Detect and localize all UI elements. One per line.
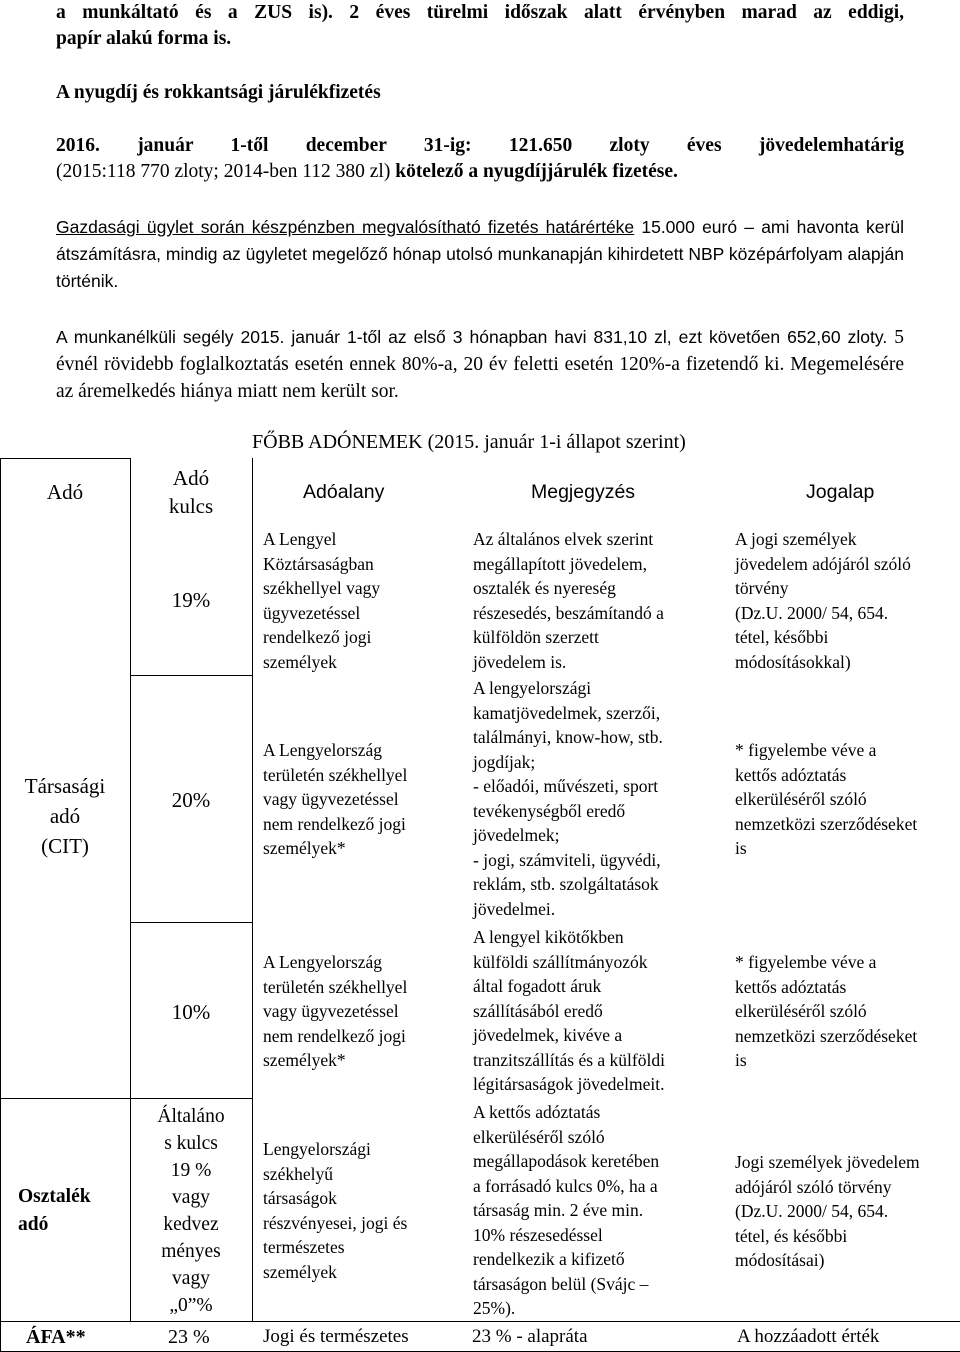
cit-name (0, 771, 130, 861)
text-line: kamatjövedelmek, szerzői, (473, 702, 661, 723)
text-line: elkerüléséről szóló (735, 789, 867, 809)
dividend-rate (130, 1103, 252, 1319)
text-line: által fogadott áruk (473, 976, 602, 996)
vat-name: ÁFA** (26, 1326, 86, 1348)
text-line: kettős adóztatás (735, 764, 847, 785)
text-line: jövedelmei. (473, 898, 556, 919)
text-line: „0”% (169, 1295, 213, 1316)
text-line: elkerüléséről szóló (735, 1001, 867, 1021)
text-line: adójáról szóló törvény (735, 1176, 892, 1197)
text-line: a forrásadó kulcs 0%, ha a (473, 1175, 658, 1196)
text-line: tétel, későbbi (735, 627, 829, 647)
text-line: A Lengyelország (263, 952, 383, 972)
text-line: nem rendelkező jogi (263, 1025, 406, 1046)
text-line: részesedés, beszámítandó a (473, 602, 664, 623)
text-line: jövedelmek; (473, 825, 560, 845)
text-line: 19 % (170, 1160, 212, 1181)
text-line: ményes (161, 1241, 221, 1262)
text-line: személyek (263, 1261, 337, 1282)
text-line: jövedelem is. (473, 651, 567, 672)
text-line: személyek (263, 651, 337, 672)
table-border-top (0, 458, 130, 459)
text-line: módosításokkal) (735, 651, 851, 672)
intro-line-2: papír alakú forma is. (56, 28, 232, 49)
text-line: - előadói, művészeti, sport (473, 776, 659, 796)
header-legal: Jogalap (806, 481, 875, 503)
dividend-legal (735, 1150, 920, 1273)
text-line: vagy (172, 1268, 210, 1289)
header-rate-line-2: kulcs (168, 494, 214, 518)
text-line: külföldön szerzett (473, 627, 599, 647)
unemployment-rules-text: 5 évnél rövidebb foglalkoztatás esetén ennek 80%-a, 20 év feletti esetén 120%-a fizetendő ki. Megemelésére az áremelkedés hiánya miatt nem került sor. (56, 327, 904, 402)
text-line: A Lengyelország (263, 740, 383, 760)
text-line: nemzetközi szerződéseket (735, 1025, 918, 1046)
text-line: tranzitszállítás és a külföldi (473, 1049, 665, 1070)
cash-limit-text: 15.000 euró – ami havonta kerül átszámításra, mindig az ügyletet megelőző hónap utolsó munkanapján kihirdetett NBP középárfolyam alapján történik. (56, 217, 904, 291)
text-line: elkerüléséről szóló (473, 1126, 605, 1147)
cit-rate-19: 19% (171, 588, 211, 612)
vat-subject: Jogi és természetes (263, 1326, 409, 1347)
text-line: területén székhellyel (263, 976, 408, 997)
text-line: Jogi személyek jövedelem (735, 1152, 920, 1172)
cit-name-line-3: (CIT) (41, 834, 89, 858)
text-line: (Dz.U. 2000/ 54, 654. (735, 1201, 889, 1221)
header-subject: Adóalany (303, 481, 385, 503)
cit-name-line-1: Társasági (24, 774, 106, 798)
table-border-vat (0, 1321, 960, 1322)
cit-rate-20: 20% (171, 788, 211, 812)
header-rate-line-1: Adó (172, 466, 210, 490)
vat-note: 23 % - alapráta (472, 1326, 588, 1347)
cit-10-legal (735, 950, 917, 1073)
header-note: Megjegyzés (531, 481, 636, 503)
pension-line-1: 2016. január 1-től december 31-ig: 121.650 zloty éves jövedelemhatárig (56, 135, 904, 156)
cit-20-note (473, 676, 663, 921)
text-line: jövedelmek, kivéve a (473, 1025, 623, 1045)
text-line: Köztársaságban (263, 553, 374, 574)
text-line: vagy ügyvezetéssel (263, 789, 399, 809)
text-line: osztalék és nyereség (473, 578, 616, 598)
dividend-name (18, 1183, 91, 1239)
text-line: kettős adóztatás (735, 976, 847, 997)
cit-19-subject (263, 527, 380, 674)
pension-heading: A nyugdíj és rokkantsági járulékfizetés (56, 82, 381, 103)
table-divider-2 (252, 458, 253, 1322)
cash-limit-label: Gazdasági ügylet során készpénzben megvalósítható fizetés határértéke (56, 217, 635, 237)
cit-10-subject (263, 950, 407, 1073)
dividend-subject (263, 1137, 407, 1284)
text-line: kedvez (163, 1214, 219, 1235)
text-line: személyek* (263, 1050, 346, 1070)
cit-20-legal (735, 738, 917, 861)
vat-rate: 23 % (168, 1326, 210, 1348)
text-line: törvény (735, 578, 789, 598)
table-row-divider-20 (130, 675, 252, 676)
text-line: szállításából eredő (473, 1000, 603, 1021)
text-line: vagy ügyvezetéssel (263, 1001, 399, 1021)
text-line: rendelkezik a kifizető (473, 1249, 625, 1269)
text-line: légitársaságok jövedelmeit. (473, 1074, 665, 1094)
text-line: - jogi, számviteli, ügyvédi, (473, 849, 661, 870)
text-line: megállapított jövedelem, (473, 553, 647, 574)
text-line: jövedelem adójáról szóló (735, 553, 911, 574)
text-line: megállapodások keretében (473, 1151, 660, 1171)
intro-line-1: a munkáltató és a ZUS is). 2 éves türelmi időszak alatt érvényben marad az eddigi, (56, 2, 904, 23)
text-line: vagy (172, 1187, 210, 1208)
text-line: 10% részesedéssel (473, 1224, 603, 1245)
text-line: is (735, 1050, 747, 1070)
header-rate (130, 464, 252, 520)
text-line: A jogi személyek (735, 529, 857, 549)
unemployment-benefit-text: A munkanélküli segély 2015. január 1-től az első 3 hónapban havi 831,10 zl, ezt követően 652,60 zloty. (56, 327, 888, 347)
text-line: reklám, stb. szolgáltatások (473, 874, 659, 894)
text-line: jogdíjak; (473, 751, 536, 772)
text-line: székhelyű (263, 1163, 333, 1184)
text-line: * figyelembe véve a (735, 952, 877, 972)
dividend-name-line-2: adó (18, 1214, 49, 1235)
text-line: rendelkező jogi (263, 627, 372, 647)
text-line: (Dz.U. 2000/ 54, 654. (735, 602, 889, 623)
text-line: tevékenységből eredő (473, 800, 626, 821)
text-line: ügyvezetéssel (263, 602, 361, 623)
cit-name-line-2: adó (49, 804, 81, 828)
pension-mandatory: kötelező a nyugdíjjárulék fizetése. (395, 161, 678, 182)
text-line: A lengyelországi (473, 678, 592, 698)
text-line: társaság min. 2 éve min. (473, 1200, 644, 1220)
text-line: nem rendelkező jogi (263, 813, 406, 834)
text-line: természetes (263, 1237, 345, 1257)
text-line: A Lengyel (263, 529, 337, 549)
text-line: A kettős adóztatás (473, 1102, 601, 1122)
text-line: területén székhellyel (263, 764, 408, 785)
cit-10-note (473, 925, 665, 1097)
text-line: nemzetközi szerződéseket (735, 813, 918, 834)
text-line: társaságok (263, 1188, 337, 1208)
text-line: társaságon belül (Svájc – (473, 1273, 649, 1294)
text-line: s kulcs (164, 1133, 218, 1154)
text-line: külföldi szállítmányozók (473, 951, 648, 972)
table-row-divider-10 (130, 922, 252, 923)
table-row-divider-dividend (0, 1098, 130, 1099)
table-row-divider-rate-dividend (130, 1098, 252, 1099)
dividend-note (473, 1100, 659, 1321)
table-title: FŐBB ADÓNEMEK (2015. január 1-i állapot szerint) (252, 431, 686, 453)
text-line: tétel, és későbbi (735, 1225, 848, 1246)
dividend-name-line-1: Osztalék (18, 1186, 91, 1207)
text-line: A lengyel kikötőkben (473, 927, 624, 947)
text-line: Lengyelországi (263, 1139, 371, 1159)
header-tax: Adó (46, 480, 84, 504)
pension-years: (2015:118 770 zloty; 2014-ben 112 380 zl) (56, 161, 391, 182)
text-line: módosításai) (735, 1250, 825, 1270)
text-line: Az általános elvek szerint (473, 529, 654, 549)
text-line: Általáno (157, 1106, 225, 1127)
text-line: találmányi, know-how, stb. (473, 727, 663, 747)
text-line: is (735, 838, 747, 858)
vat-legal: A hozzáadott érték (737, 1326, 880, 1347)
text-line: személyek* (263, 838, 346, 858)
cit-20-subject (263, 738, 407, 861)
cit-19-legal (735, 527, 911, 674)
cit-rate-10: 10% (171, 1000, 211, 1024)
text-line: * figyelembe véve a (735, 740, 877, 760)
text-line: 25%). (473, 1298, 516, 1318)
text-line: székhellyel vagy (263, 578, 381, 598)
table-border-left (0, 458, 1, 1352)
text-line: részvényesei, jogi és (263, 1212, 408, 1233)
cit-19-note (473, 527, 664, 674)
